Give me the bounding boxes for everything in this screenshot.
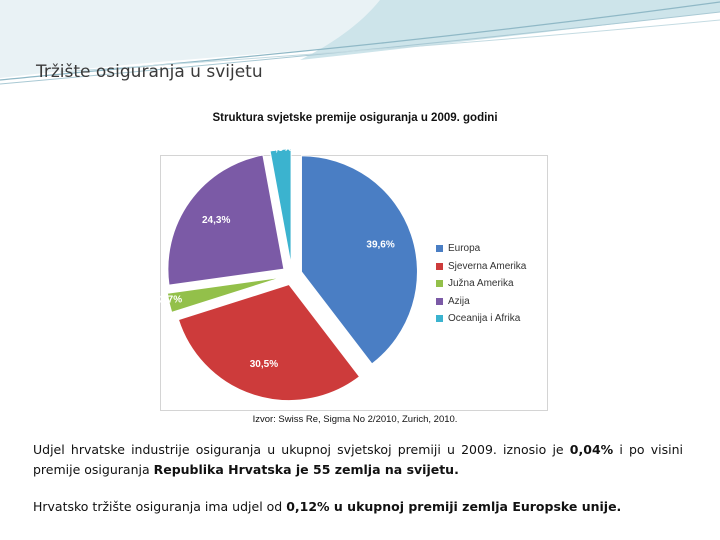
chart-title: Struktura svjetske premije osiguranja u 2009. godini [212,112,498,124]
paragraph-2 [33,497,693,517]
slice-value-label: 2,7% [159,294,183,306]
p1-text-c: i po visini premije osiguranja [33,442,683,477]
legend-item [436,240,526,258]
legend-label: Južna Amerika [448,278,514,290]
legend-swatch [436,280,443,287]
legend-label: Azija [448,295,470,307]
p1-highlight-a: 0,04% [569,442,614,457]
p2-highlight-b: ukupnoj premiji zemlja Europske unije. [342,499,622,514]
p1-highlight-b: Republika Hrvatska je 55 zemlja na svijetu. [153,462,459,477]
legend-label: Europa [448,243,481,255]
legend-label: Sjeverna Amerika [448,260,527,272]
slice-value-label: 24,3% [201,214,231,226]
paragraph-1 [33,440,683,480]
legend-label: Oceanija i Afrika [448,313,521,325]
legend-swatch [436,245,443,252]
slide-title: Tržište osiguranja u svijetu [36,62,263,82]
legend-swatch [436,315,443,322]
legend-item [436,310,526,328]
legend-item [436,258,526,276]
legend-item [436,293,526,311]
legend-item [436,275,526,293]
chart-source: Izvor: Swiss Re, Sigma No 2/2010, Zurich, 2010. [252,414,458,425]
p2-highlight-a: 0,12% u [286,499,343,514]
p2-text-a: Hrvatsko tržište osiguranja ima udjel od [33,499,287,514]
slice-value-label: 2,9% [269,142,293,154]
legend-swatch [436,263,443,270]
legend-swatch [436,298,443,305]
slice-value-label: 39,6% [366,239,395,251]
chart-legend [436,240,526,328]
p1-text-a: Udjel hrvatske industrije osiguranja u ukupnoj svjetskoj premiji u 2009. iznosio je [33,442,570,457]
slice-value-label: 30,5% [249,358,279,370]
